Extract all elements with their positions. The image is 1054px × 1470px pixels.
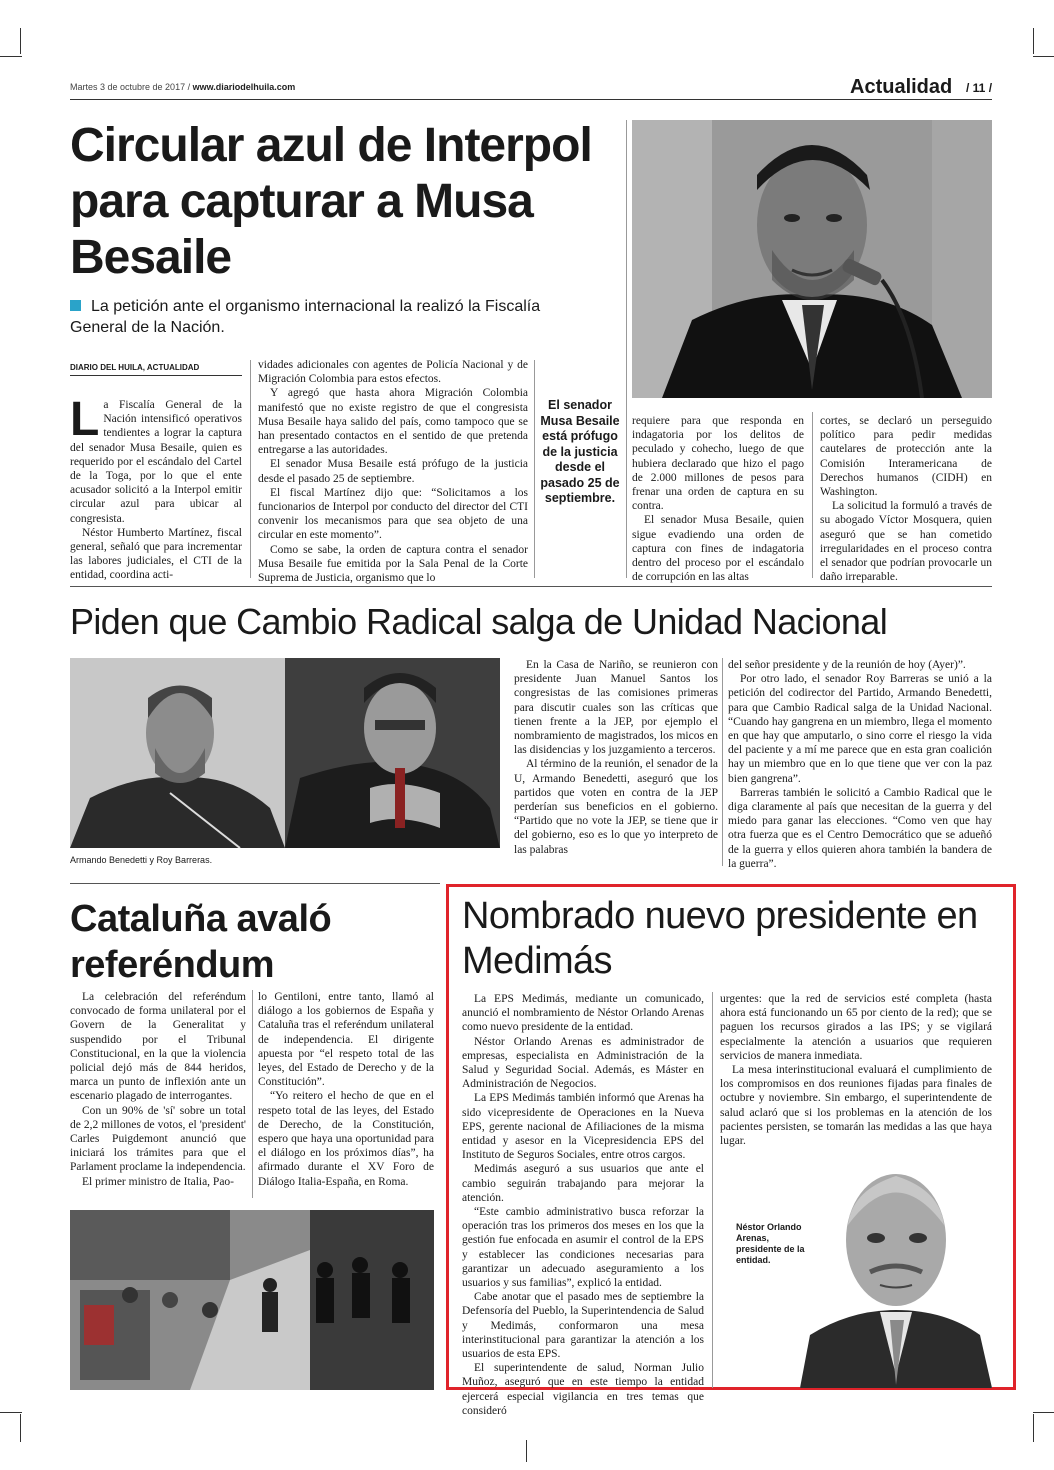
paragraph: “Yo reitero el hecho de que en el respeto total de las leyes, del Estado de Derecho, de la Constitución, espero que haya una oportunidad para el diálogo en los próximos días”, ha afirmado durante el XV Foro de Diálogo Italia-España, en Roma. [258,1090,434,1188]
paragraph: La solicitud la formuló a través de su abogado Víctor Mosquera, quien aseguró que se han cometido irregularidades en el proceso contra el senador que podrían provocarle un daño irreparable. [820,500,992,584]
paragraph: vidades adicionales con agentes de Policía Nacional y de Migración Colombia para estos efectos. [258,359,528,386]
section-title: Actualidad [850,76,953,98]
paragraph: La mesa interinstitucional evaluará el cumplimiento de los compromisos en dos reuniones fijadas para finales de octubre y noviembre. Sin embargo, el superintendente de salud aclaró que si los problemas en la atención de los pacientes persisten, se tomarán las medidas a las que haya lugar. [720,1064,992,1148]
lead-text: La petición ante el organismo internacional la realizó la Fiscalía General de la Nación. [70,298,541,336]
paragraph: Medimás aseguró a sus usuarios que ante el cambio seguirán trabajando para mejorar la atención. [462,1163,704,1204]
article3-col1 [70,990,246,1189]
header-rule [70,99,992,100]
paragraph: urgentes: que la red de servicios esté completa (hasta ahora está funcionando un 65 por ciento de la red); que se paguen los recursos girados a las IPS; y se vigilará especialmente la atención a usuarios que requieren servicios de manera inmediata. [720,993,992,1062]
paragraph: El senador Musa Besaile, quien sigue evadiendo una orden de captura con fines de indagatoria dentro del proceso por el escándalo de corrupción en las altas [632,514,804,584]
square-bullet-icon [70,300,81,311]
paragraph: lo Gentiloni, entre tanto, llamó al diálogo a los gobiernos de España y Cataluña tras el referéndum unilateral de independencia. El dirigente apuesta por “el respeto total de las leyes, del Estado de Derecho y de la Constitución”. [258,991,434,1089]
photo-caption: Armando Benedetti y Roy Barreras. [70,855,213,865]
crop-mark [526,1440,527,1462]
article1-col3 [632,414,804,584]
column-rule [712,992,713,1388]
page-number: / 11 / [966,81,993,95]
column-rule [252,990,253,1198]
column-rule [250,360,251,578]
headline-interpol: Circular azul de Interpol para capturar a Musa Besaile [70,119,592,284]
paragraph: a Fiscalía General de la Nación intensificó operativos tendientes a lograr la captura del senador Musa Besaile, quien es requerido por el escándalo del Cartel de la Toga, por lo que el ente acusador solicitó a la Interpol emitir circular azul para ubicar al congresista. [70,399,242,525]
crop-mark [1033,28,1034,54]
article2-col2 [728,658,992,871]
crop-mark [1033,1412,1054,1413]
article3-col2 [258,990,434,1189]
paragraph: Al término de la reunión, el senador de la U, Armando Benedetti, aseguró que los partidos que voten en contra de la JEP perderían sus beneficios en el gobierno. “Partido que no vote la JEP, se tiene que ir del gobierno, eso es lo que yo interpreto de las palabras [514,758,718,856]
page-date-site [70,82,295,92]
paragraph: La celebración del referéndum convocado de forma unilateral por el Govern de la Generalitat y suspendido por el Tribunal Constitucional, en la que la violencia policial dejó más de 844 heridos, marca un punto de inflexión ante un escenario plagado de interrogantes. [70,991,246,1103]
lead-interpol [70,296,600,338]
paragraph: La EPS Medimás, mediante un comunicado, anunció el nombramiento de Néstor Orlando Arenas como nuevo presidente de la entidad. [462,993,704,1034]
photo-caption: Néstor Orlando Arenas, presidente de la entidad. [736,1222,805,1265]
dropcap: L [70,393,100,446]
paragraph: Néstor Orlando Arenas es administrador de empresas, especialista en Administración de la Salud y Seguridad Social. Además, es Máster en Administración de Negocios. [462,1035,704,1091]
photo-nestor-arenas [800,1160,992,1388]
paragraph: del señor presidente y de la reunión de hoy (Ayer)”. [728,659,966,671]
paragraph: Barreras también le solicitó a Cambio Radical que le diga claramente al país que necesitan de la guerra y del miedo para ganar las elecciones. “Como ven que hay otra fuerza que es el Centro Democrático que se adueñó de la guerra y ellos quieren ahora también la bandera de la guerra”. [728,786,992,870]
photo-benedetti-barreras [70,658,500,848]
article2-col1 [514,658,718,857]
paragraph: cortes, se declaró un perseguido político para pedir medidas cautelares de protección ante la Comisión Interamericana de Derechos humanos (CIDH) en Washington. [820,415,992,499]
headline-cambio-radical: Piden que Cambio Radical salga de Unidad Nacional [70,601,888,642]
paragraph: Y agregó que hasta ahora Migración Colombia manifestó que no existe registro de que el congresista Musa Besaile haya salido del país, como tampoco que se han presentado contactos en el sentido de que pretenda entregarse a las autoridades. [258,387,528,457]
photo-cataluna-street [70,1210,434,1390]
site-url: www.diariodelhuila.com [192,82,296,92]
portrait-illustration [800,1160,992,1388]
photo-musa-besaile [632,120,992,398]
article1-col2 [258,358,528,585]
section-rule [70,586,992,587]
photo-illustration [70,1210,434,1390]
paragraph: El superintendente de salud, Norman Julio Muñoz, aseguró que en este tiempo la entidad ejercerá especial vigilancia en tres temas que consideró [462,1362,704,1417]
crop-mark [0,1412,22,1413]
paragraph: requiere para que responda en indagatoria por los delitos de peculado y cohecho, luego de que hubiera declarado que hizo el pago de 2.000 millones de pesos para frenar una orden de captura en su contra. [632,415,804,513]
article4-col2 [720,992,992,1148]
paragraph: Cabe anotar que el pasado mes de septiembre la Defensoría del Pueblo, la Superintendencia de Salud y Medimás, conformaron una mesa interinstitucional para garantizar la atención a los usuarios de esta EPS. [462,1291,704,1361]
paragraph: La EPS Medimás también informó que Arenas ha sido vicepresidente de Operaciones en la Nueva EPS, gerente nacional de Afiliaciones de la misma entidad y asesor en la Vicepresidencia EPS del Instituto de Seguros Sociales, entre otros cargos. [462,1092,704,1162]
column-rule [626,120,627,578]
crop-mark [1033,1414,1034,1442]
article1-col4 [820,414,992,584]
paragraph: “Este cambio administrativo busca reforzar la operación tras los primeros dos meses en los que la gestión fue enfocada en asumir el control de la EPS y establecer las condiciones necesarias para garantizar un adecuado aseguramiento a los usuarios y sus familias”, explicó la entidad. [462,1206,704,1290]
paragraph: Con un 90% de 'sí' sobre un total de 2,2 millones de votos, el 'president' Carles Puigdemont anunció que iniciará los trámites para que el Parlament proclame la independencia. [70,1104,246,1174]
portrait-illustration [632,120,992,398]
paragraph: Néstor Humberto Martínez, fiscal general, señaló que para incrementar las labores judiciales, el CTI de la entidad, coordina acti- [70,526,242,582]
page-date: Martes 3 de octubre de 2017 / [70,82,193,92]
crop-mark [20,28,21,54]
column-rule [534,360,535,578]
photo-illustration [70,658,500,848]
column-rule [722,658,723,866]
headline-medimas: Nombrado nuevo presidente en Medimás [462,895,978,982]
section-rule [70,883,440,884]
headline-cataluna: Cataluña avaló referéndum [70,898,332,986]
paragraph: Por otro lado, el senador Roy Barreras se unió a la petición del codirector del Partido, Armando Benedetti, para que Cambio Radical salga de la Unidad Nacional. “Cuando hay gangrena en un miembro, llega el momento en que hay que amputarlo, o sino corre el riesgo la vida del paciente y a mí me parece que en esta gran coalición hay un miembro que en lo que tiene que ver con la paz bien gangrena”. [728,673,992,785]
crop-mark [0,56,22,57]
paragraph: El primer ministro de Italia, Pao- [82,1175,235,1188]
paragraph: Como se sabe, la orden de captura contra el senador Musa Besaile fue emitida por la Sala Penal de la Corte Suprema de Justicia, organismo que lo [258,543,528,585]
article4-col1 [462,992,704,1418]
column-rule [812,412,813,578]
article1-col1 [70,393,242,583]
paragraph: El fiscal Martínez dijo que: “Solicitamos a los funcionarios de Interpol por conducto del director del CTI convenir los mecanismos para que sea objeto de una circular en este momento”. [258,486,528,542]
crop-mark [1033,56,1054,57]
byline: DIARIO DEL HUILA, ACTUALIDAD [70,363,242,376]
paragraph: El senador Musa Besaile está prófugo de la justicia desde el pasado 25 de septiembre. [258,458,528,485]
paragraph: En la Casa de Nariño, se reunieron con presidente Juan Manuel Santos los congresistas de las comisiones primeras para discutir cuales son las críticas que tienen frente a la JEP, por ejemplo el nombramiento de magistrados, los micos en las disidencias y los juzgamiento a terceros. [514,659,718,757]
crop-mark [20,1414,21,1442]
pull-quote: El senador Musa Besaile está prófugo de la justicia desde el pasado 25 de septiembre. [540,398,620,505]
